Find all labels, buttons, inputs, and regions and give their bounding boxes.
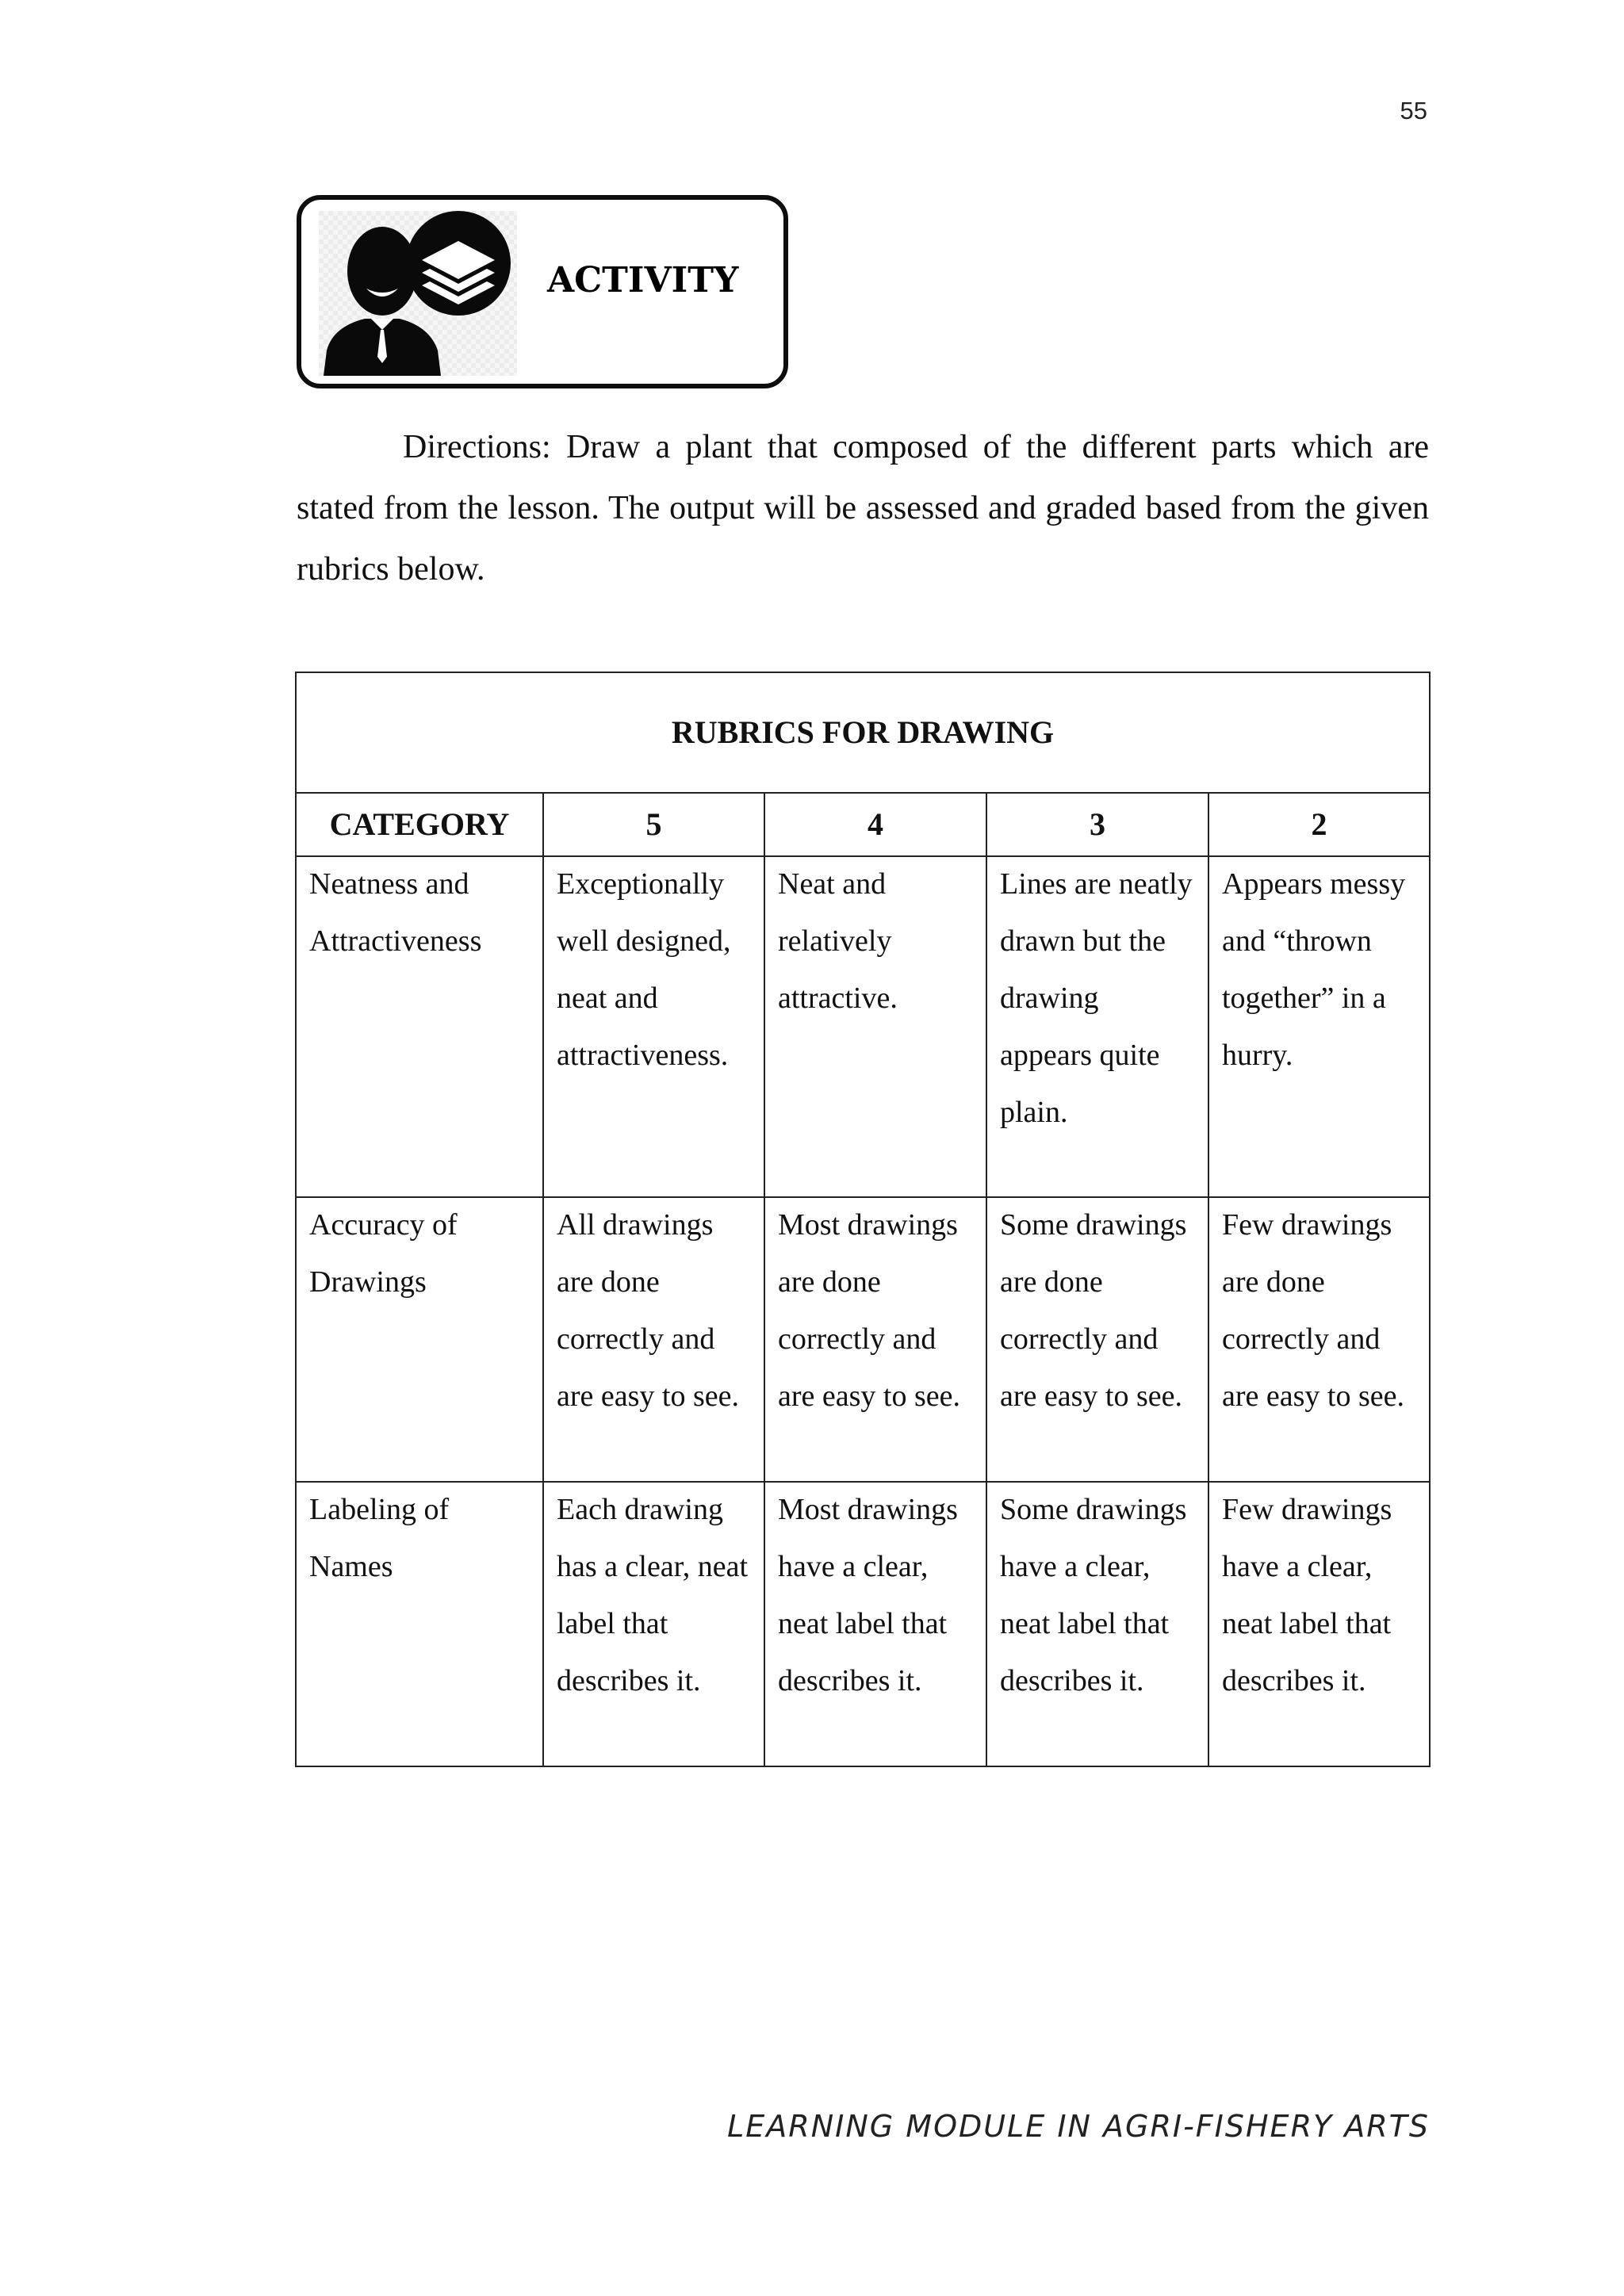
table-cell: Each drawing has a clear, neat label that describes it. <box>543 1482 764 1766</box>
table-cell: Some drawings have a clear, neat label that describes it. <box>986 1482 1208 1766</box>
rubric-title: RUBRICS FOR DRAWING <box>296 672 1430 793</box>
module-footer: LEARNING MODULE IN AGRI-FISHERY ARTS <box>727 2109 1430 2144</box>
row-category: Accuracy of Drawings <box>296 1197 543 1482</box>
table-cell: Lines are neatly drawn but the drawing appears quite plain. <box>986 856 1208 1197</box>
person-with-stack-icon <box>319 211 517 376</box>
page-number: 55 <box>1400 97 1427 124</box>
row-category: Labeling of Names <box>296 1482 543 1766</box>
activity-banner <box>297 195 788 388</box>
table-row <box>296 1482 1430 1766</box>
table-cell: Some drawings are done correctly and are easy to see. <box>986 1197 1208 1482</box>
activity-title: ACTIVITY <box>547 260 739 300</box>
header-score-3: 3 <box>986 793 1208 856</box>
table-cell: Exceptionally well designed, neat and attractiveness. <box>543 856 764 1197</box>
table-cell: Few drawings are done correctly and are easy to see. <box>1208 1197 1430 1482</box>
table-cell: Few drawings have a clear, neat label that describes it. <box>1208 1482 1430 1766</box>
header-category: CATEGORY <box>296 793 543 856</box>
table-cell: Neat and relatively attractive. <box>764 856 986 1197</box>
directions-text: Directions: Draw a plant that composed of the different parts which are stated from the lesson. The output will be assessed and graded based from the given rubrics below. <box>297 429 1429 587</box>
header-score-4: 4 <box>764 793 986 856</box>
table-cell: Appears messy and “thrown together” in a hurry. <box>1208 856 1430 1197</box>
table-cell: All drawings are done correctly and are easy to see. <box>543 1197 764 1482</box>
table-row <box>296 1197 1430 1482</box>
header-score-5: 5 <box>543 793 764 856</box>
table-cell: Most drawings are done correctly and are easy to see. <box>764 1197 986 1482</box>
row-category: Neatness and Attractiveness <box>296 856 543 1197</box>
table-cell: Most drawings have a clear, neat label that describes it. <box>764 1482 986 1766</box>
table-row <box>296 856 1430 1197</box>
header-score-2: 2 <box>1208 793 1430 856</box>
rubric-table <box>295 672 1431 1767</box>
